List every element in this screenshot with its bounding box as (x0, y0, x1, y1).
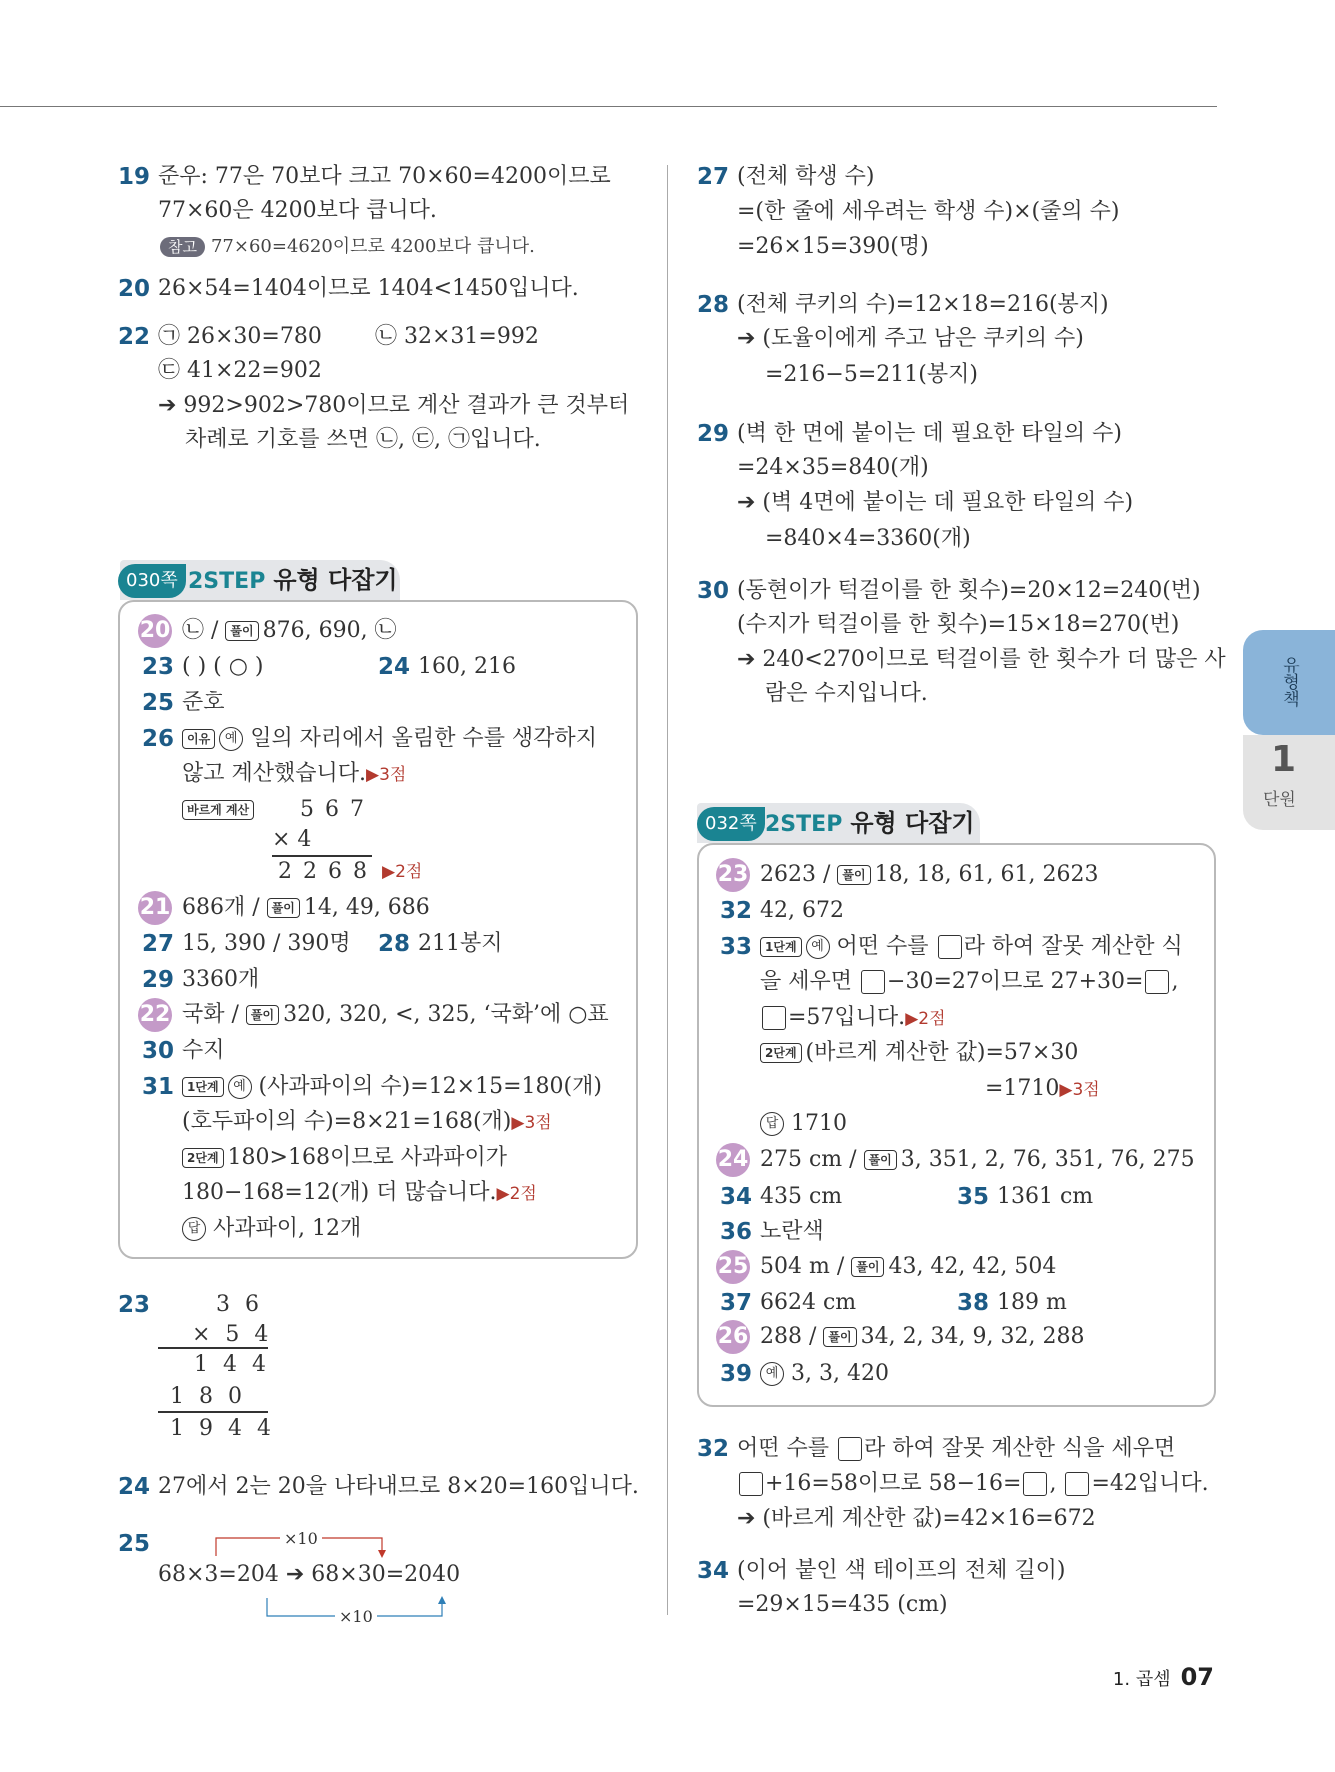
p2-num-39: 39 (720, 1361, 753, 1387)
p1-r15-text: 사과파이, 12개 (213, 1216, 362, 1241)
p1-r11-text: (사과파이의 수)=12×15=180(개) (258, 1074, 602, 1099)
q29-line2: =24×35=840(개) (737, 455, 929, 480)
p2-r4-b: −30=27이므로 27+30= (887, 969, 1144, 994)
q23-result: 1 9 4 4 (170, 1416, 275, 1441)
score: ▶3점 (511, 1113, 552, 1133)
q22-b: ㉡ 32×31=992 (375, 324, 539, 349)
q32-line2 (737, 1467, 1209, 1501)
q22-c: ㉢ 41×22=902 (158, 358, 322, 383)
answer-mark: 답 (182, 1217, 206, 1241)
q30-number: 30 (697, 578, 730, 604)
p2-num-34: 34 (720, 1184, 753, 1210)
p1-row2: ( ) ( ○ ) (182, 654, 264, 679)
q22-line4: 차례로 기호를 쓰면 ㉡, ㉢, ㉠입니다. (185, 427, 541, 452)
panel2-page-label: 032쪽 (697, 807, 765, 841)
q32-l2c: =42입니다. (1091, 1471, 1209, 1496)
blank-box (861, 970, 885, 994)
p2-r3-b: 라 하여 잘못 계산한 식 (963, 934, 1183, 959)
note-text: 77×60=4620이므로 4200보다 큽니다. (210, 236, 535, 257)
tag-step1: 1단계 (182, 1077, 224, 1097)
unit-number: 1 (1271, 739, 1297, 780)
q32-line3: ➔ (바르게 계산한 값)=42×16=672 (737, 1506, 1096, 1531)
panel-step-title (188, 560, 398, 602)
q29-number: 29 (697, 421, 730, 447)
example-mark: 예 (806, 935, 830, 959)
q32-line1 (737, 1432, 1175, 1466)
note-label: 참고 (160, 237, 205, 257)
p1-row14 (182, 1176, 537, 1211)
badge-26: 26 (716, 1320, 750, 1354)
q19-line2: 77×60은 4200보다 큽니다. (158, 198, 437, 223)
p1-row2b: 160, 216 (418, 654, 516, 679)
p2-r5-b: =57입니다. (788, 1005, 906, 1030)
q20-number: 20 (118, 276, 151, 302)
p1-row5-tag (182, 793, 258, 827)
p2-row14 (760, 1320, 1085, 1354)
q30-line2: (수지가 턱걸이를 한 횟수)=15×18=270(번) (737, 612, 1180, 637)
q23-mul: × 5 4 (192, 1322, 273, 1347)
p1-r4b-text: 않고 계산했습니다. (182, 761, 367, 786)
example-mark: 예 (219, 727, 243, 751)
p1-r1-b: 876, 690, ㉡ (262, 618, 397, 643)
answer-mark: 답 (760, 1112, 784, 1136)
p2-row2: 42, 672 (760, 898, 844, 923)
p2-num-37: 37 (720, 1290, 753, 1316)
p1-r12-text: (호두파이의 수)=8×21=168(개) (182, 1109, 512, 1134)
q23-number: 23 (118, 1292, 151, 1318)
p2-row13b: 189 m (997, 1290, 1067, 1315)
p2-r1-a: 2623 / (760, 862, 831, 887)
q23-p2: 1 8 0 (170, 1384, 246, 1409)
p2-r15-text: 3, 3, 420 (791, 1361, 889, 1386)
q30-line1: (동현이가 턱걸이를 한 횟수)=20×12=240(번) (737, 578, 1201, 603)
p2-r8-text: 1710 (791, 1111, 847, 1136)
chapter-label: 1. 곱셈 (1112, 1669, 1171, 1690)
p1-r1-a: ㉡ / (182, 618, 219, 643)
tag-step2: 2단계 (760, 1043, 802, 1063)
p2-num-32: 32 (720, 898, 753, 924)
blank-box (1065, 1472, 1089, 1496)
q34-number: 34 (697, 1558, 730, 1584)
blank-box (1145, 970, 1169, 994)
example-mark: 예 (228, 1075, 252, 1099)
tag-pul: 풀이 (837, 865, 870, 885)
p2-row5 (760, 1001, 946, 1036)
panel2-step-title (765, 803, 975, 845)
p1-num-31: 31 (142, 1074, 175, 1100)
p2-r4-c: , (1171, 969, 1179, 994)
p1-row8: 3360개 (182, 967, 260, 992)
p2-row7 (985, 1072, 1100, 1107)
score: ▶3점 (1059, 1080, 1100, 1100)
p2-num-36: 36 (720, 1219, 753, 1245)
p2-r14-a: 288 / (760, 1324, 817, 1349)
q22-number: 22 (118, 324, 151, 350)
p1-row12 (182, 1105, 552, 1140)
p2-r12-a: 504 m / (760, 1254, 845, 1279)
badge-24: 24 (716, 1143, 750, 1177)
p2-num-38: 38 (957, 1290, 990, 1316)
q22-a: ㉠ 26×30=780 (158, 324, 322, 349)
p2-r4-a: 을 세우면 (760, 969, 853, 994)
blank-box (1023, 1472, 1047, 1496)
p1-row10: 수지 (182, 1038, 225, 1063)
badge-21: 21 (138, 891, 172, 925)
example-mark: 예 (760, 1362, 784, 1386)
step-title: 유형 다잡기 (273, 566, 398, 594)
badge-25: 25 (716, 1250, 750, 1284)
q23-top: 3 6 (216, 1292, 263, 1317)
p2-row6 (760, 1036, 1078, 1070)
p2-r7-text: =1710 (985, 1076, 1060, 1101)
p2-row15 (760, 1357, 889, 1391)
q25-top-label: ×10 (280, 1522, 322, 1556)
p1-calc-result: 2 2 6 8 (278, 859, 369, 884)
p1-num-23: 23 (142, 654, 175, 680)
p2-r3-a: 어떤 수를 (836, 934, 929, 959)
score: ▶3점 (366, 765, 407, 785)
side-tab-unit[interactable] (1243, 735, 1335, 830)
page-footer (1113, 1663, 1214, 1691)
p1-num-30: 30 (142, 1038, 175, 1064)
p2-r14-b: 34, 2, 34, 9, 32, 288 (860, 1324, 1085, 1349)
p1-r6-a: 686개 / (182, 895, 260, 920)
tag-pul: 풀이 (267, 898, 300, 918)
p1-num-24: 24 (378, 654, 411, 680)
p2-num-33: 33 (720, 934, 753, 960)
q19-note (160, 230, 535, 264)
q28-line3: =216−5=211(봉지) (765, 362, 978, 387)
q20-line1: 26×54=1404이므로 1404<1450입니다. (158, 276, 579, 301)
p1-calc-mul: × 4 (272, 827, 312, 852)
q25-bottom-label: ×10 (335, 1600, 377, 1634)
step-title: 유형 다잡기 (850, 809, 975, 837)
q29-line4: =840×4=3360(개) (765, 526, 971, 551)
p1-row13 (182, 1141, 507, 1175)
p1-row6 (182, 891, 430, 925)
p2-row1 (760, 858, 1099, 892)
p1-r13-text: 180>168이므로 사과파이가 (227, 1145, 507, 1170)
p1-row7b: 211봉지 (418, 931, 503, 956)
q30-line4: 람은 수지입니다. (765, 681, 928, 706)
p2-r9-b: 3, 351, 2, 76, 351, 76, 275 (900, 1147, 1195, 1172)
q27-line2: =(한 줄에 세우려는 학생 수)×(줄의 수) (737, 199, 1120, 224)
p1-row7: 15, 390 / 390명 (182, 931, 351, 956)
blank-box (762, 1006, 786, 1030)
step-label: 2STEP (765, 812, 843, 837)
p2-row3 (760, 930, 1183, 964)
p1-calc-score: ▶2점 (382, 862, 423, 882)
p1-r14-text: 180−168=12(개) 더 많습니다. (182, 1180, 497, 1205)
p2-num-35: 35 (957, 1184, 990, 1210)
q28-number: 28 (697, 292, 730, 318)
q34-line2: =29×15=435 (cm) (737, 1592, 948, 1617)
p1-row4b (182, 757, 406, 792)
tag-pul: 풀이 (246, 1005, 279, 1025)
q29-line1: (벽 한 면에 붙이는 데 필요한 타일의 수) (737, 421, 1122, 446)
p2-row10b: 1361 cm (997, 1184, 1094, 1209)
p1-calc-top: 5 6 7 (300, 797, 366, 822)
q28-line1: (전체 쿠키의 수)=12×18=216(봉지) (737, 292, 1109, 317)
q27-line3: =26×15=390(명) (737, 234, 929, 259)
q32-l2b: , (1049, 1471, 1057, 1496)
tag-step2: 2단계 (182, 1148, 224, 1168)
q28-line2: ➔ (도율이에게 주고 남은 쿠키의 수) (737, 326, 1084, 351)
p1-row9 (182, 998, 609, 1032)
p2-r1-b: 18, 18, 61, 61, 2623 (874, 862, 1099, 887)
q32-l2a: +16=58이므로 58−16= (765, 1471, 1022, 1496)
p1-r4-text: 일의 자리에서 올림한 수를 생각하지 (250, 726, 597, 751)
q24-line1: 27에서 2는 20을 나타내므로 8×20=160입니다. (158, 1474, 639, 1499)
blank-box (838, 1437, 862, 1461)
p2-row8 (760, 1107, 847, 1141)
p1-num-25: 25 (142, 690, 175, 716)
p1-row1 (182, 614, 397, 648)
q19-line1: 준우: 77은 70보다 크고 70×60=4200이므로 (158, 164, 611, 189)
q24-number: 24 (118, 1474, 151, 1500)
q27-line1: (전체 학생 수) (737, 164, 875, 189)
column-divider (667, 165, 668, 1615)
q23-p1: 1 4 4 (194, 1352, 270, 1377)
p2-row11: 노란색 (760, 1219, 824, 1244)
q29-line3: ➔ (벽 4면에 붙이는 데 필요한 타일의 수) (737, 490, 1134, 515)
p2-row4 (760, 965, 1178, 999)
tag-pul: 풀이 (851, 1257, 884, 1277)
p2-row9 (760, 1143, 1195, 1177)
q27-number: 27 (697, 164, 730, 190)
q19-number: 19 (118, 164, 151, 190)
side-tab-type-book[interactable] (1243, 630, 1335, 735)
q32-l1b: 라 하여 잘못 계산한 식을 세우면 (864, 1436, 1176, 1461)
blank-box (938, 935, 962, 959)
p1-row11 (182, 1070, 602, 1104)
blank-box (739, 1472, 763, 1496)
p1-r6-b: 14, 49, 686 (303, 895, 430, 920)
q32-l1a: 어떤 수를 (737, 1436, 830, 1461)
p1-num-29: 29 (142, 967, 175, 993)
p1-num-28: 28 (378, 931, 411, 957)
p1-row15 (182, 1212, 361, 1246)
badge-20: 20 (138, 614, 172, 648)
tag-correct-calc: 바르게 계산 (182, 800, 254, 820)
step-label: 2STEP (188, 569, 266, 594)
tag-pul: 풀이 (864, 1150, 897, 1170)
tag-pul: 풀이 (225, 621, 258, 641)
q25-equation: 68×3=204 ➔ 68×30=2040 (158, 1562, 461, 1587)
q22-line3: ➔ 992>902>780이므로 계산 결과가 큰 것부터 (158, 393, 630, 418)
p2-row10: 435 cm (760, 1184, 843, 1209)
p1-row4 (182, 722, 597, 756)
top-rule (0, 106, 1217, 107)
p2-r9-a: 275 cm / (760, 1147, 857, 1172)
p1-num-27: 27 (142, 931, 175, 957)
panel-page-label: 030쪽 (118, 564, 186, 598)
p1-r9-b: 320, 320, <, 325, ‘국화’에 ○표 (283, 1002, 609, 1027)
badge-22: 22 (138, 998, 172, 1032)
q32-number: 32 (697, 1436, 730, 1462)
p1-row3: 준호 (182, 690, 225, 715)
p2-row12 (760, 1250, 1056, 1284)
tag-reason: 이유 (182, 729, 215, 749)
score: ▶2점 (905, 1009, 946, 1029)
score: ▶2점 (496, 1184, 537, 1204)
p2-row13: 6624 cm (760, 1290, 857, 1315)
tag-pul: 풀이 (823, 1327, 856, 1347)
q25-number: 25 (118, 1531, 151, 1557)
p1-r9-a: 국화 / (182, 1002, 239, 1027)
p1-num-26: 26 (142, 726, 175, 752)
p2-r6-text: (바르게 계산한 값)=57×30 (805, 1040, 1079, 1065)
page-number: 07 (1180, 1663, 1214, 1691)
unit-label: 단원 (1263, 790, 1296, 810)
side-tab-label: 유형책 (1279, 656, 1299, 707)
tag-step1: 1단계 (760, 937, 802, 957)
q34-line1: (이어 붙인 색 테이프의 전체 길이) (737, 1558, 1066, 1583)
p2-r12-b: 43, 42, 42, 504 (888, 1254, 1057, 1279)
q30-line3: ➔ 240<270이므로 턱걸이를 한 횟수가 더 많은 사 (737, 647, 1226, 672)
badge-23: 23 (716, 858, 750, 892)
